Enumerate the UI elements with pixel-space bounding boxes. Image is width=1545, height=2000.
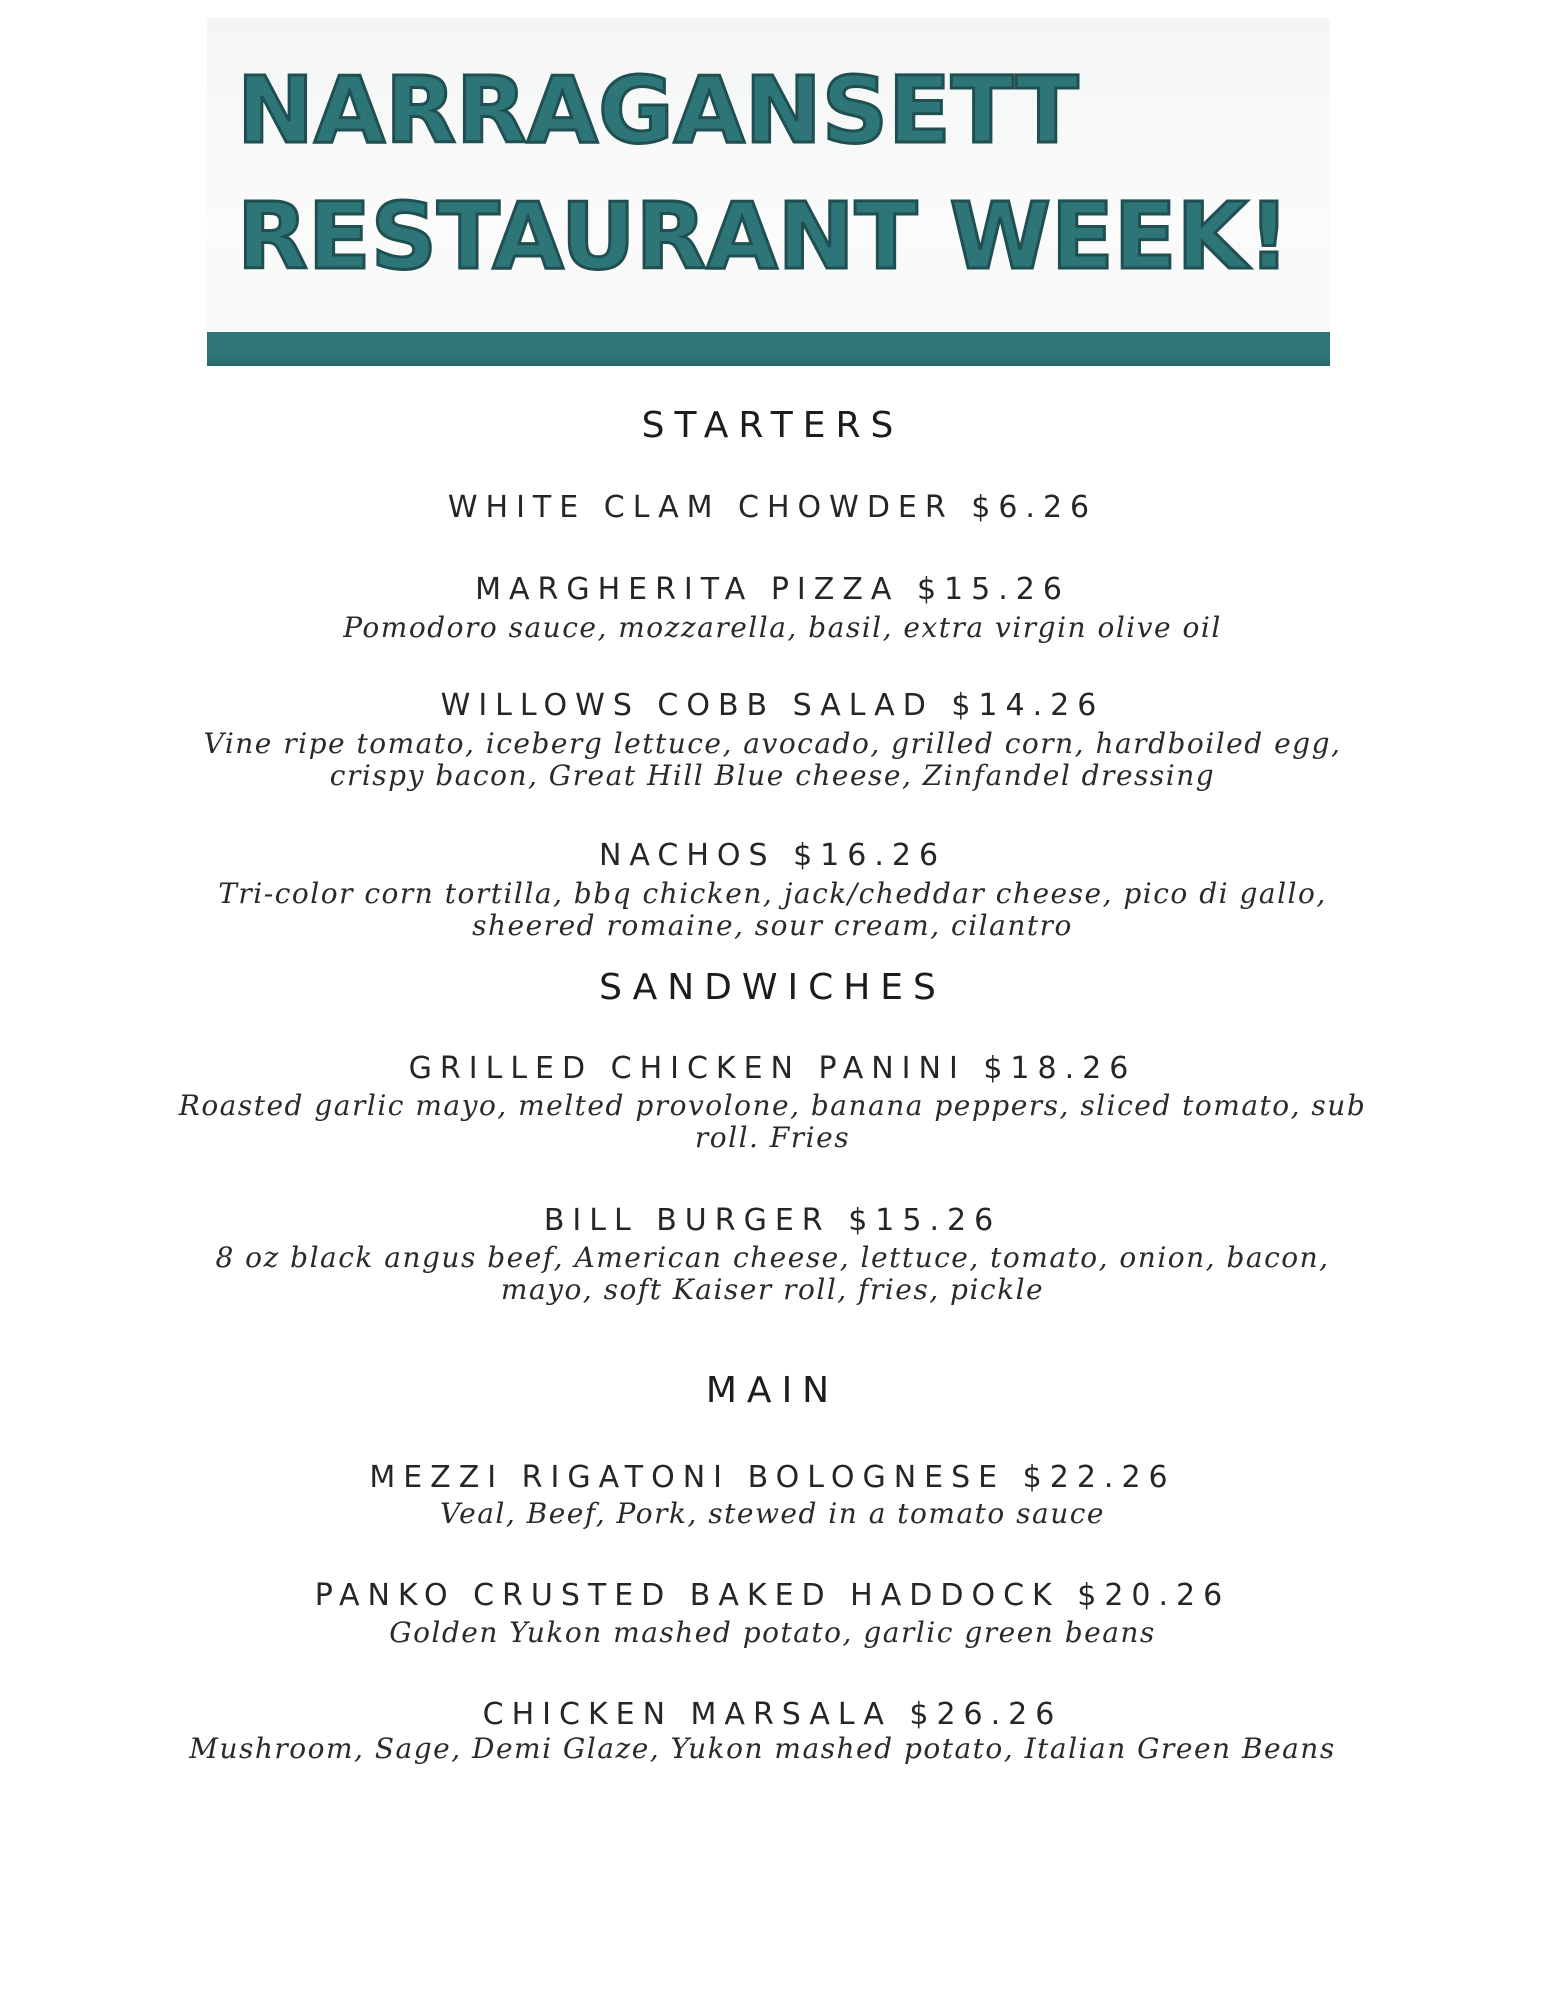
menu-item-title: CHICKEN MARSALA $26.26 (482, 1697, 1063, 1732)
banner-bar-shadow (207, 356, 1330, 366)
menu-item-description: Veal, Beef, Pork, stewed in a tomato sauce (439, 1497, 1105, 1530)
menu-item-title: BILL BURGER $15.26 (543, 1203, 1002, 1238)
menu-item-description: Tri-color corn tortilla, bbq chicken, jack/cheddar cheese, pico di gallo, (218, 877, 1327, 910)
menu-item-description: roll. Fries (694, 1121, 851, 1154)
section-heading-main: MAIN (705, 1370, 840, 1411)
menu-item-description: Vine ripe tomato, iceberg lettuce, avocado, grilled corn, hardboiled egg, (203, 727, 1342, 760)
menu-item-title: MARGHERITA PIZZA $15.26 (475, 572, 1070, 607)
menu-item-title: NACHOS $16.26 (598, 838, 947, 873)
menu-item-description: Golden Yukon mashed potato, garlic green beans (389, 1616, 1156, 1649)
banner-title-line-1: NARRAGANSETT (237, 57, 1079, 164)
menu-item-description: Roasted garlic mayo, melted provolone, banana peppers, sliced tomato, sub (178, 1089, 1367, 1122)
section-heading-starters: STARTERS (641, 405, 904, 446)
banner-title (237, 48, 1290, 300)
menu-item-description: 8 oz black angus beef, American cheese, lettuce, tomato, onion, bacon, (215, 1241, 1330, 1274)
menu-item-description: Pomodoro sauce, mozzarella, basil, extra virgin olive oil (343, 611, 1222, 644)
section-heading-sandwiches: SANDWICHES (599, 967, 946, 1008)
menu-item-description: Mushroom, Sage, Demi Glaze, Yukon mashed potato, Italian Green Beans (189, 1732, 1336, 1765)
restaurant-week-banner (207, 18, 1330, 366)
menu-item-title: PANKO CRUSTED BAKED HADDOCK $20.26 (314, 1578, 1231, 1613)
menu-item-description: sheered romaine, sour cream, cilantro (472, 909, 1073, 942)
menu-item-description: mayo, soft Kaiser roll, fries, pickle (500, 1273, 1045, 1306)
menu-item-title: GRILLED CHICKEN PANINI $18.26 (408, 1051, 1137, 1086)
menu-item-title: MEZZI RIGATONI BOLOGNESE $22.26 (369, 1460, 1176, 1495)
menu-item-title: WHITE CLAM CHOWDER $6.26 (447, 490, 1098, 525)
menu-item-description: crispy bacon, Great Hill Blue cheese, Zinfandel dressing (329, 759, 1216, 792)
banner-title-line-2: RESTAURANT WEEK! (237, 183, 1290, 290)
menu-item-title: WILLOWS COBB SALAD $14.26 (440, 688, 1105, 723)
